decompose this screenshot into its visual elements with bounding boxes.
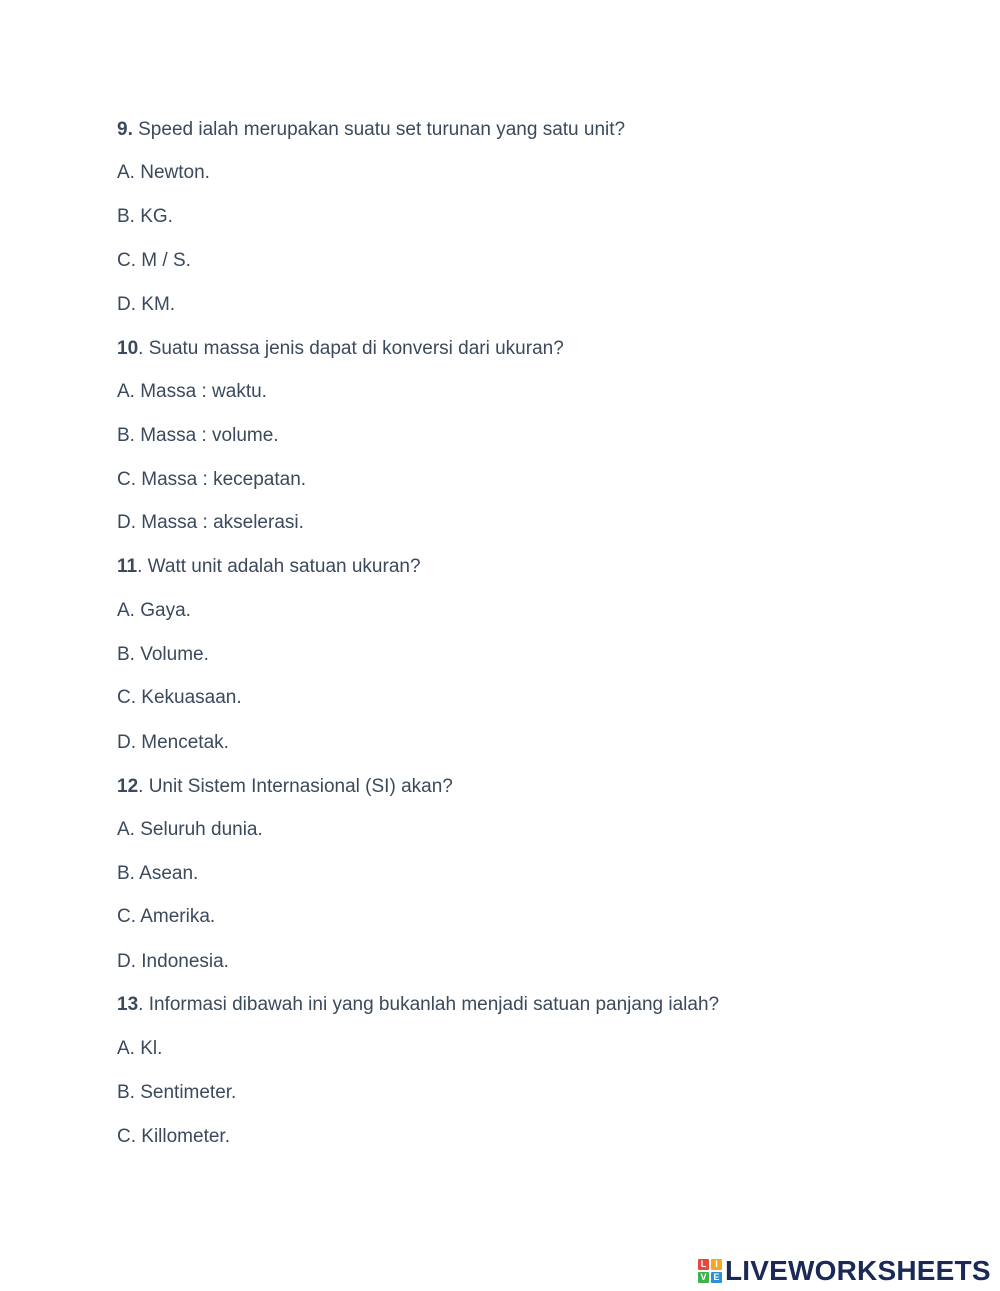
liveworksheets-logo [698, 1257, 991, 1285]
logo-block-v: V [698, 1272, 709, 1283]
logo-block-e: E [711, 1272, 722, 1283]
question-number: 9. [117, 119, 133, 140]
logo-block-i: I [711, 1259, 722, 1270]
option-13a: A. Kl. [117, 1038, 163, 1059]
option-10b: B. Massa : volume. [117, 425, 279, 446]
logo-text: LIVEWORKSHEETS [725, 1255, 991, 1286]
question-10 [117, 337, 564, 361]
option-12a: A. Seluruh dunia. [117, 819, 263, 840]
option-10d: D. Massa : akselerasi. [117, 512, 304, 533]
option-11a: A. Gaya. [117, 600, 191, 621]
option-9d: D. KM. [117, 294, 176, 315]
question-number: 11 [117, 556, 138, 577]
question-number: 10 [117, 338, 139, 359]
option-13c: C. Killometer. [117, 1126, 230, 1147]
option-9b: B. KG. [117, 206, 173, 227]
logo-blocks-icon [698, 1259, 722, 1283]
question-number: 12 [117, 776, 139, 797]
logo-block-l: L [698, 1259, 709, 1270]
option-9a: A. Newton. [117, 162, 210, 183]
question-12 [117, 775, 453, 799]
option-11b: B. Volume. [117, 644, 209, 665]
option-12b: B. Asean. [117, 863, 199, 884]
question-number: 13 [117, 994, 139, 1015]
question-9 [117, 118, 625, 142]
question-text: . Suatu massa jenis dapat di konversi dari ukuran? [138, 338, 564, 359]
option-12c: C. Amerika. [117, 906, 216, 927]
question-text: . Unit Sistem Internasional (SI) akan? [138, 776, 453, 797]
option-10a: A. Massa : waktu. [117, 381, 267, 402]
option-9c: C. M / S. [117, 250, 191, 271]
question-11 [117, 555, 421, 579]
option-10c: C. Massa : kecepatan. [117, 469, 307, 490]
option-12d: D. Indonesia. [117, 951, 229, 972]
question-text: . Informasi dibawah ini yang bukanlah menjadi satuan panjang ialah? [138, 994, 720, 1015]
option-11c: C. Kekuasaan. [117, 687, 242, 708]
option-13b: B. Sentimeter. [117, 1082, 237, 1103]
question-13 [117, 993, 719, 1017]
question-text: . Watt unit adalah satuan ukuran? [137, 556, 421, 577]
option-11d: D. Mencetak. [117, 732, 229, 753]
question-text: Speed ialah merupakan suatu set turunan yang satu unit? [132, 119, 626, 140]
